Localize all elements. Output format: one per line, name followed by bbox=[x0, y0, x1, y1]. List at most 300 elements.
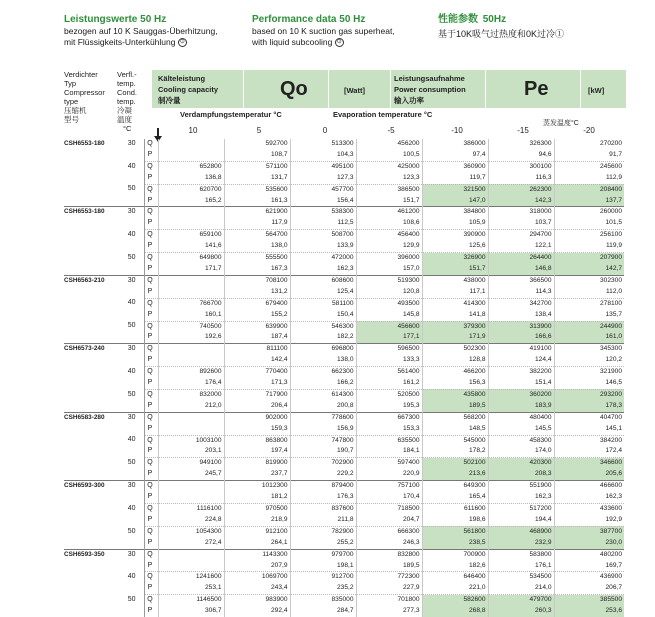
value-cell: 198,1 bbox=[290, 561, 356, 572]
cond-temp-cell: 40 bbox=[127, 299, 136, 307]
value-cell: 456600 bbox=[356, 321, 422, 332]
cond-temp-cell bbox=[116, 332, 144, 343]
value-cell: 819900 bbox=[224, 458, 290, 469]
value-cell: 145,5 bbox=[488, 424, 554, 435]
value-cell: 148,5 bbox=[422, 424, 488, 435]
value-cell: 592700 bbox=[224, 139, 290, 150]
compressor-label-zh2: 型号 bbox=[64, 115, 79, 124]
value-cell: 420300 bbox=[488, 458, 554, 469]
quantity-cell: Q bbox=[144, 526, 158, 537]
table-row bbox=[64, 321, 624, 332]
cond-temp-header bbox=[117, 70, 137, 133]
value-cell: 195,3 bbox=[356, 401, 422, 412]
value-cell: 157,0 bbox=[356, 264, 422, 275]
value-cell: 260,3 bbox=[488, 606, 554, 617]
value-cell: 666300 bbox=[356, 526, 422, 537]
header-en-title: Performance data 50 Hz bbox=[252, 14, 366, 25]
value-cell: 162,3 bbox=[488, 492, 554, 503]
value-cell: 131,7 bbox=[224, 173, 290, 184]
value-cell: 983900 bbox=[224, 595, 290, 606]
value-cell: 135,7 bbox=[554, 310, 624, 321]
value-cell: 100,5 bbox=[356, 150, 422, 161]
cond-temp-cell bbox=[116, 310, 144, 321]
value-cell: 123,3 bbox=[356, 173, 422, 184]
value-cell: 127,3 bbox=[290, 173, 356, 184]
value-cell: 832800 bbox=[356, 549, 422, 560]
value-cell: 192,6 bbox=[158, 332, 224, 343]
power-label-zh: 输入功率 bbox=[394, 96, 424, 105]
value-cell: 747800 bbox=[290, 435, 356, 446]
evap-temp: -10 bbox=[451, 126, 463, 135]
quantity-cell: P bbox=[144, 424, 158, 435]
value-cell: 220,9 bbox=[356, 469, 422, 480]
value-cell: 879400 bbox=[290, 481, 356, 492]
value-cell: 679400 bbox=[224, 298, 290, 309]
value-cell: 740500 bbox=[158, 321, 224, 332]
cond-temp-cell bbox=[116, 264, 144, 275]
table-row bbox=[64, 538, 624, 549]
value-cell: 190,7 bbox=[290, 446, 356, 457]
model-cell bbox=[64, 561, 116, 572]
value-cell: 189,5 bbox=[356, 561, 422, 572]
value-cell: 116,3 bbox=[488, 173, 554, 184]
quantity-cell: Q bbox=[144, 253, 158, 264]
evap-temp-label-de: Verdampfungstemperatur °C bbox=[180, 110, 282, 119]
model-cell bbox=[64, 606, 116, 617]
cond-temp-cell: 50 bbox=[127, 459, 136, 467]
value-cell: 161,2 bbox=[356, 378, 422, 389]
value-cell: 461200 bbox=[356, 207, 422, 218]
value-cell: 208400 bbox=[554, 184, 624, 195]
value-cell: 176,3 bbox=[290, 492, 356, 503]
model-cell bbox=[64, 401, 116, 412]
value-cell: 433600 bbox=[554, 504, 624, 515]
value-cell: 835000 bbox=[290, 595, 356, 606]
header-divider bbox=[328, 70, 329, 108]
value-cell: 211,8 bbox=[290, 515, 356, 526]
value-cell: 564700 bbox=[224, 230, 290, 241]
value-cell: 161,0 bbox=[554, 332, 624, 343]
value-cell: 169,7 bbox=[554, 561, 624, 572]
table-row bbox=[64, 218, 624, 229]
value-cell: 138,4 bbox=[488, 310, 554, 321]
cond-temp-cell: 50 bbox=[127, 253, 136, 261]
table-row bbox=[64, 481, 624, 492]
value-cell: 635500 bbox=[356, 435, 422, 446]
value-cell: 342700 bbox=[488, 298, 554, 309]
cond-temp-cell bbox=[116, 469, 144, 480]
value-cell: 253,6 bbox=[554, 606, 624, 617]
value-cell: 253,1 bbox=[158, 583, 224, 594]
value-cell: 292,4 bbox=[224, 606, 290, 617]
value-cell: 156,4 bbox=[290, 196, 356, 207]
value-cell bbox=[158, 481, 224, 492]
value-cell: 181,2 bbox=[224, 492, 290, 503]
cooling-capacity-unit: [Watt] bbox=[344, 86, 365, 95]
value-cell: 120,2 bbox=[554, 355, 624, 366]
value-cell: 379300 bbox=[422, 321, 488, 332]
compressor-type-header bbox=[64, 70, 105, 124]
quantity-cell: P bbox=[144, 606, 158, 617]
value-cell: 581100 bbox=[290, 298, 356, 309]
header-zh bbox=[438, 14, 564, 40]
value-cell: 326900 bbox=[422, 253, 488, 264]
value-cell: 142,3 bbox=[488, 196, 554, 207]
value-cell: 150,4 bbox=[290, 310, 356, 321]
value-cell: 832000 bbox=[158, 389, 224, 400]
value-cell: 1069700 bbox=[224, 572, 290, 583]
value-cell: 696800 bbox=[290, 344, 356, 355]
cond-temp-cell: 40 bbox=[127, 436, 136, 444]
value-cell: 194,4 bbox=[488, 515, 554, 526]
cooling-capacity-label-de: Kälteleistung bbox=[158, 74, 206, 83]
value-cell: 112,5 bbox=[290, 218, 356, 229]
value-cell: 112,9 bbox=[554, 173, 624, 184]
table-row bbox=[64, 446, 624, 457]
value-cell bbox=[158, 492, 224, 503]
cond-temp-cell bbox=[116, 287, 144, 298]
cond-label-zh2: 温度 bbox=[117, 115, 132, 124]
value-cell: 129,9 bbox=[356, 241, 422, 252]
value-cell: 519300 bbox=[356, 275, 422, 286]
header-divider bbox=[485, 70, 486, 108]
value-cell bbox=[158, 561, 224, 572]
table-row bbox=[64, 515, 624, 526]
value-cell: 321500 bbox=[422, 184, 488, 195]
value-cell: 162,3 bbox=[290, 264, 356, 275]
cond-temp-cell bbox=[116, 241, 144, 252]
value-cell: 133,3 bbox=[356, 355, 422, 366]
value-cell: 582600 bbox=[422, 595, 488, 606]
value-cell: 138,0 bbox=[224, 241, 290, 252]
compressor-label-de: Verdichter bbox=[64, 70, 98, 79]
value-cell: 480400 bbox=[488, 412, 554, 423]
value-cell: 165,4 bbox=[422, 492, 488, 503]
cooling-capacity-symbol: Qo bbox=[280, 78, 308, 100]
header-zh-title: 性能参数 bbox=[438, 14, 478, 25]
model-cell bbox=[64, 161, 116, 172]
evap-temp: -20 bbox=[583, 126, 595, 135]
value-cell: 620700 bbox=[158, 184, 224, 195]
value-cell: 360900 bbox=[422, 161, 488, 172]
value-cell: 124,4 bbox=[488, 355, 554, 366]
value-cell: 245,7 bbox=[158, 469, 224, 480]
value-cell: 183,9 bbox=[488, 401, 554, 412]
value-cell: 385500 bbox=[554, 595, 624, 606]
value-cell: 146,5 bbox=[554, 378, 624, 389]
cond-temp-cell bbox=[116, 446, 144, 457]
value-cell: 278100 bbox=[554, 298, 624, 309]
table-row bbox=[64, 572, 624, 583]
table-row bbox=[64, 561, 624, 572]
value-cell: 493500 bbox=[356, 298, 422, 309]
value-cell: 156,3 bbox=[422, 378, 488, 389]
cond-temp-cell bbox=[116, 515, 144, 526]
model-cell bbox=[64, 173, 116, 184]
value-cell: 178,2 bbox=[422, 446, 488, 457]
value-cell: 189,5 bbox=[422, 401, 488, 412]
value-cell: 457700 bbox=[290, 184, 356, 195]
quantity-cell: P bbox=[144, 401, 158, 412]
quantity-cell: P bbox=[144, 469, 158, 480]
value-cell: 171,3 bbox=[224, 378, 290, 389]
table-row bbox=[64, 287, 624, 298]
model-cell bbox=[64, 150, 116, 161]
value-cell: 187,4 bbox=[224, 332, 290, 343]
value-cell: 517200 bbox=[488, 504, 554, 515]
model-cell bbox=[64, 458, 116, 469]
value-cell: 551900 bbox=[488, 481, 554, 492]
table-row bbox=[64, 492, 624, 503]
value-cell: 108,7 bbox=[224, 150, 290, 161]
table-row bbox=[64, 264, 624, 275]
value-cell: 184,1 bbox=[356, 446, 422, 457]
quantity-cell: P bbox=[144, 378, 158, 389]
table-row bbox=[64, 310, 624, 321]
value-cell: 456400 bbox=[356, 230, 422, 241]
cond-temp-cell: 30 bbox=[116, 207, 144, 218]
cond-temp-cell: 50 bbox=[127, 322, 136, 330]
header-divider bbox=[390, 70, 391, 108]
table-row bbox=[64, 173, 624, 184]
value-cell: 138,0 bbox=[290, 355, 356, 366]
model-cell bbox=[64, 310, 116, 321]
value-cell: 238,5 bbox=[422, 538, 488, 549]
quantity-cell: P bbox=[144, 446, 158, 457]
value-cell: 128,8 bbox=[422, 355, 488, 366]
table-row bbox=[64, 424, 624, 435]
table-row bbox=[64, 344, 624, 355]
model-cell: CSH6563-210 bbox=[64, 275, 116, 286]
value-cell: 197,4 bbox=[224, 446, 290, 457]
value-cell: 1054300 bbox=[158, 526, 224, 537]
value-cell: 160,1 bbox=[158, 310, 224, 321]
cooling-capacity-label-en: Cooling capacity bbox=[158, 85, 219, 94]
table-row bbox=[64, 184, 624, 195]
value-cell bbox=[158, 549, 224, 560]
value-cell: 151,4 bbox=[488, 378, 554, 389]
value-cell: 114,3 bbox=[488, 287, 554, 298]
value-cell: 91,7 bbox=[554, 150, 624, 161]
value-cell: 646400 bbox=[422, 572, 488, 583]
header-divider bbox=[243, 70, 244, 108]
cond-label-en2: temp. bbox=[117, 97, 136, 106]
value-cell: 608600 bbox=[290, 275, 356, 286]
power-label-en: Power consumption bbox=[394, 85, 466, 94]
table-row bbox=[64, 526, 624, 537]
evap-temp-label-en: Evaporation temperature °C bbox=[333, 110, 433, 119]
value-cell: 979700 bbox=[290, 549, 356, 560]
value-cell: 264,1 bbox=[224, 538, 290, 549]
evap-temp: 10 bbox=[188, 126, 198, 135]
value-cell: 414300 bbox=[422, 298, 488, 309]
value-cell: 611600 bbox=[422, 504, 488, 515]
model-cell bbox=[64, 287, 116, 298]
quantity-cell: P bbox=[144, 332, 158, 343]
value-cell: 212,0 bbox=[158, 401, 224, 412]
quantity-cell: Q bbox=[144, 595, 158, 606]
value-cell: 230,0 bbox=[554, 538, 624, 549]
value-cell: 141,6 bbox=[158, 241, 224, 252]
quantity-cell: P bbox=[144, 150, 158, 161]
quantity-cell: P bbox=[144, 515, 158, 526]
value-cell: 294700 bbox=[488, 230, 554, 241]
value-cell: 300100 bbox=[488, 161, 554, 172]
model-cell bbox=[64, 241, 116, 252]
header-zh-hz: 50Hz bbox=[482, 14, 507, 25]
value-cell: 162,3 bbox=[554, 492, 624, 503]
value-cell: 178,3 bbox=[554, 401, 624, 412]
value-cell: 837600 bbox=[290, 504, 356, 515]
cond-temp-cell: 50 bbox=[127, 185, 136, 193]
value-cell: 479700 bbox=[488, 595, 554, 606]
model-cell bbox=[64, 515, 116, 526]
table-row bbox=[64, 150, 624, 161]
value-cell: 892600 bbox=[158, 367, 224, 378]
value-cell: 260000 bbox=[554, 207, 624, 218]
compressor-label-de2: Typ bbox=[64, 79, 77, 88]
model-cell bbox=[64, 538, 116, 549]
value-cell: 863800 bbox=[224, 435, 290, 446]
model-cell bbox=[64, 332, 116, 343]
quantity-cell: P bbox=[144, 310, 158, 321]
value-cell: 205,6 bbox=[554, 469, 624, 480]
cond-temp-cell bbox=[116, 538, 144, 549]
cond-temp-cell: 40 bbox=[127, 504, 136, 512]
value-cell: 534500 bbox=[488, 572, 554, 583]
model-cell bbox=[64, 504, 116, 515]
value-cell: 136,8 bbox=[158, 173, 224, 184]
model-cell bbox=[64, 184, 116, 195]
cond-temp-cell bbox=[116, 492, 144, 503]
quantity-cell: P bbox=[144, 492, 158, 503]
quantity-cell: Q bbox=[144, 184, 158, 195]
value-cell: 206,7 bbox=[554, 583, 624, 594]
cond-unit: °C bbox=[123, 124, 132, 133]
subcooling-note-icon: ⊙ bbox=[179, 39, 185, 46]
table-row bbox=[64, 504, 624, 515]
value-cell: 621900 bbox=[224, 207, 290, 218]
value-cell: 203,1 bbox=[158, 446, 224, 457]
value-cell: 970500 bbox=[224, 504, 290, 515]
value-cell bbox=[158, 139, 224, 150]
value-cell: 237,7 bbox=[224, 469, 290, 480]
value-cell: 119,7 bbox=[422, 173, 488, 184]
subcooling-note-icon: ⊙ bbox=[336, 39, 342, 46]
cond-temp-cell: 40 bbox=[127, 231, 136, 238]
quantity-cell: Q bbox=[144, 275, 158, 286]
header-en-line1: based on 10 K suction gas superheat, bbox=[252, 26, 395, 36]
cond-temp-cell: 30 bbox=[116, 344, 144, 355]
quantity-cell: P bbox=[144, 241, 158, 252]
cond-temp-cell bbox=[116, 218, 144, 229]
value-cell: 112,0 bbox=[554, 287, 624, 298]
value-cell: 156,9 bbox=[290, 424, 356, 435]
value-cell: 757100 bbox=[356, 481, 422, 492]
quantity-cell: P bbox=[144, 287, 158, 298]
table-row bbox=[64, 196, 624, 207]
model-cell bbox=[64, 446, 116, 457]
quantity-cell: P bbox=[144, 538, 158, 549]
model-cell bbox=[64, 526, 116, 537]
value-cell: 227,9 bbox=[356, 583, 422, 594]
value-cell: 384800 bbox=[422, 207, 488, 218]
value-cell: 535600 bbox=[224, 184, 290, 195]
value-cell: 117,1 bbox=[422, 287, 488, 298]
value-cell: 166,6 bbox=[488, 332, 554, 343]
model-cell bbox=[64, 264, 116, 275]
cond-temp-cell: 40 bbox=[127, 367, 136, 375]
model-cell bbox=[64, 424, 116, 435]
table-row bbox=[64, 583, 624, 594]
value-cell: 561400 bbox=[356, 367, 422, 378]
table-row bbox=[64, 435, 624, 446]
table-row bbox=[64, 401, 624, 412]
value-cell: 137,7 bbox=[554, 196, 624, 207]
evap-temp-label-zh: 蒸发温度°C bbox=[543, 120, 579, 127]
table-row bbox=[64, 389, 624, 400]
value-cell: 326300 bbox=[488, 139, 554, 150]
cond-temp-cell bbox=[116, 606, 144, 617]
cond-temp-cell: 30 bbox=[116, 549, 144, 560]
value-cell: 468900 bbox=[488, 526, 554, 537]
table-row bbox=[64, 595, 624, 606]
value-cell: 708100 bbox=[224, 275, 290, 286]
table-row bbox=[64, 355, 624, 366]
cond-label-en: Cond. bbox=[117, 88, 138, 97]
value-cell: 596500 bbox=[356, 344, 422, 355]
evap-temp: -5 bbox=[387, 126, 395, 135]
quantity-cell: Q bbox=[144, 389, 158, 400]
value-cell: 218,9 bbox=[224, 515, 290, 526]
value-cell: 700900 bbox=[422, 549, 488, 560]
table-row bbox=[64, 161, 624, 172]
cond-label-de2: temp. bbox=[117, 79, 136, 88]
evap-temp-values bbox=[160, 126, 622, 136]
value-cell: 313900 bbox=[488, 321, 554, 332]
value-cell: 520500 bbox=[356, 389, 422, 400]
model-cell bbox=[64, 298, 116, 309]
value-cell: 639900 bbox=[224, 321, 290, 332]
value-cell bbox=[158, 287, 224, 298]
cond-temp-cell bbox=[116, 173, 144, 184]
value-cell: 387700 bbox=[554, 526, 624, 537]
value-cell: 151,7 bbox=[422, 264, 488, 275]
value-cell: 117,9 bbox=[224, 218, 290, 229]
value-cell: 141,8 bbox=[422, 310, 488, 321]
value-cell: 133,9 bbox=[290, 241, 356, 252]
header-de bbox=[64, 14, 218, 48]
value-cell: 131,2 bbox=[224, 287, 290, 298]
table-row bbox=[64, 275, 624, 286]
value-cell: 502300 bbox=[422, 344, 488, 355]
value-cell: 466600 bbox=[554, 481, 624, 492]
quantity-cell: Q bbox=[144, 298, 158, 309]
value-cell: 176,1 bbox=[488, 561, 554, 572]
value-cell: 214,0 bbox=[488, 583, 554, 594]
quantity-cell: Q bbox=[144, 230, 158, 241]
value-cell: 345300 bbox=[554, 344, 624, 355]
power-label-de: Leistungsaufnahme bbox=[394, 74, 465, 83]
quantity-cell: Q bbox=[144, 321, 158, 332]
value-cell: 366500 bbox=[488, 275, 554, 286]
value-cell: 108,6 bbox=[356, 218, 422, 229]
value-cell bbox=[158, 150, 224, 161]
value-cell: 224,8 bbox=[158, 515, 224, 526]
quantity-cell: Q bbox=[144, 161, 158, 172]
value-cell: 97,4 bbox=[422, 150, 488, 161]
cond-temp-cell: 50 bbox=[127, 527, 136, 535]
